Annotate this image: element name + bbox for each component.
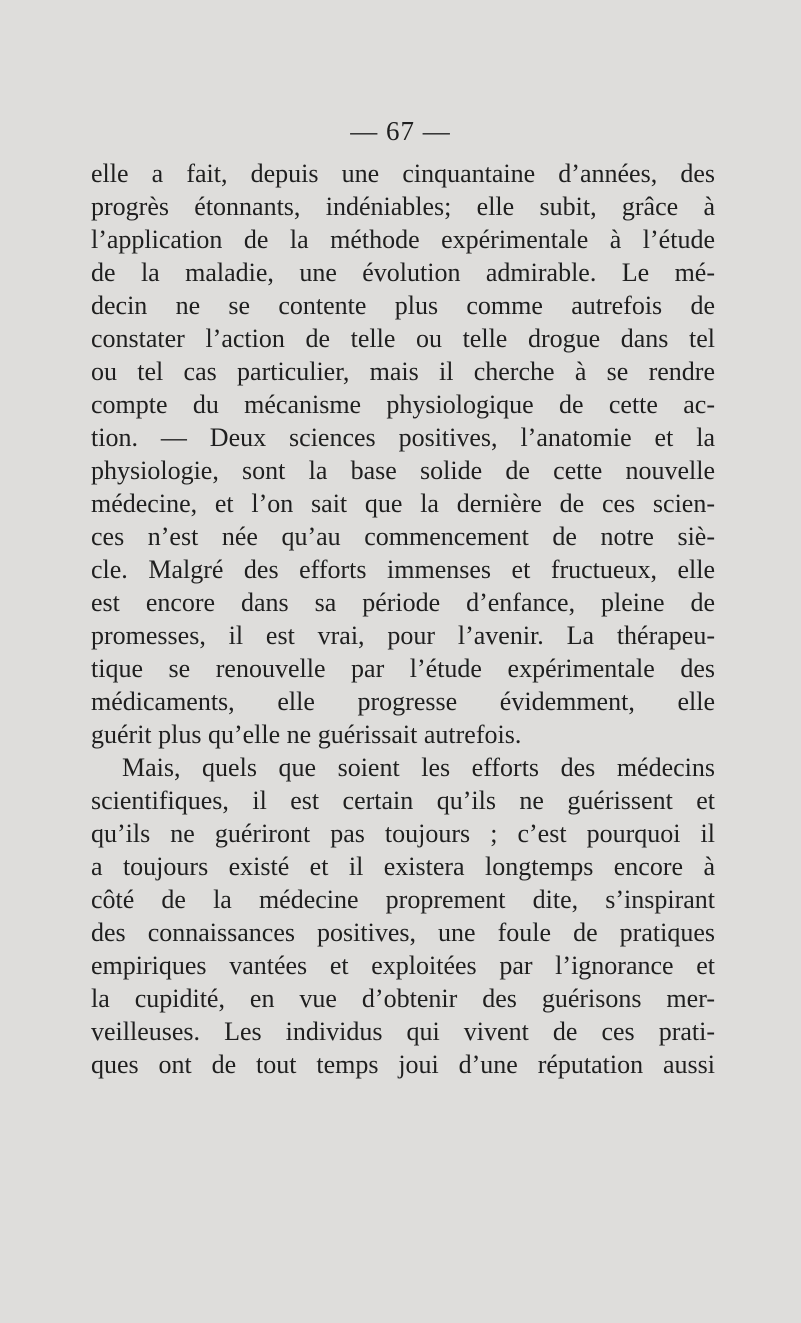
text-line: compte du mécanisme physiologique de cette ac- xyxy=(91,390,715,419)
text-line: elle a fait, depuis une cinquantaine d’années, des xyxy=(91,159,715,188)
page-number: — 67 — xyxy=(350,116,451,146)
text-line: ou tel cas particulier, mais il cherche à se rendre xyxy=(91,357,715,386)
text-line: l’application de la méthode expérimentale à l’étude xyxy=(91,225,715,254)
text-line: cle. Malgré des efforts immenses et fructueux, elle xyxy=(91,555,715,584)
paragraph-end-line: guérit plus qu’elle ne guérissait autrefois. xyxy=(91,720,522,749)
text-line: empiriques vantées et exploitées par l’ignorance et xyxy=(91,951,715,980)
text-line: decin ne se contente plus comme autrefois de xyxy=(91,291,715,320)
text-line: scientifiques, il est certain qu’ils ne guérissent et xyxy=(91,786,715,815)
text-line: côté de la médecine proprement dite, s’inspirant xyxy=(91,885,715,914)
text-line: physiologie, sont la base solide de cette nouvelle xyxy=(91,456,715,485)
text-line: tion. — Deux sciences positives, l’anatomie et la xyxy=(91,423,715,452)
text-line: progrès étonnants, indéniables; elle subit, grâce à xyxy=(91,192,715,221)
text-line: médicaments, elle progresse évidemment, elle xyxy=(91,687,715,716)
text-line: tique se renouvelle par l’étude expérimentale des xyxy=(91,654,715,683)
text-line: a toujours existé et il existera longtemps encore à xyxy=(91,852,715,881)
text-line: constater l’action de telle ou telle drogue dans tel xyxy=(91,324,715,353)
body-text xyxy=(91,157,715,1081)
text-line: qu’ils ne guériront pas toujours ; c’est pourquoi il xyxy=(91,819,715,848)
text-line: veilleuses. Les individus qui vivent de ces prati- xyxy=(91,1017,715,1046)
paragraph-start-line: Mais, quels que soient les efforts des médecins xyxy=(122,753,715,782)
text-line: ces n’est née qu’au commencement de notre siè- xyxy=(91,522,715,551)
text-line: la cupidité, en vue d’obtenir des guérisons mer- xyxy=(91,984,715,1013)
text-line: est encore dans sa période d’enfance, pleine de xyxy=(91,588,715,617)
text-line: médecine, et l’on sait que la dernière de ces scien- xyxy=(91,489,715,518)
text-line: promesses, il est vrai, pour l’avenir. La thérapeu- xyxy=(91,621,715,650)
text-line: de la maladie, une évolution admirable. Le mé- xyxy=(91,258,715,287)
text-line: ques ont de tout temps joui d’une réputation aussi xyxy=(91,1050,715,1079)
text-line: des connaissances positives, une foule de pratiques xyxy=(91,918,715,947)
